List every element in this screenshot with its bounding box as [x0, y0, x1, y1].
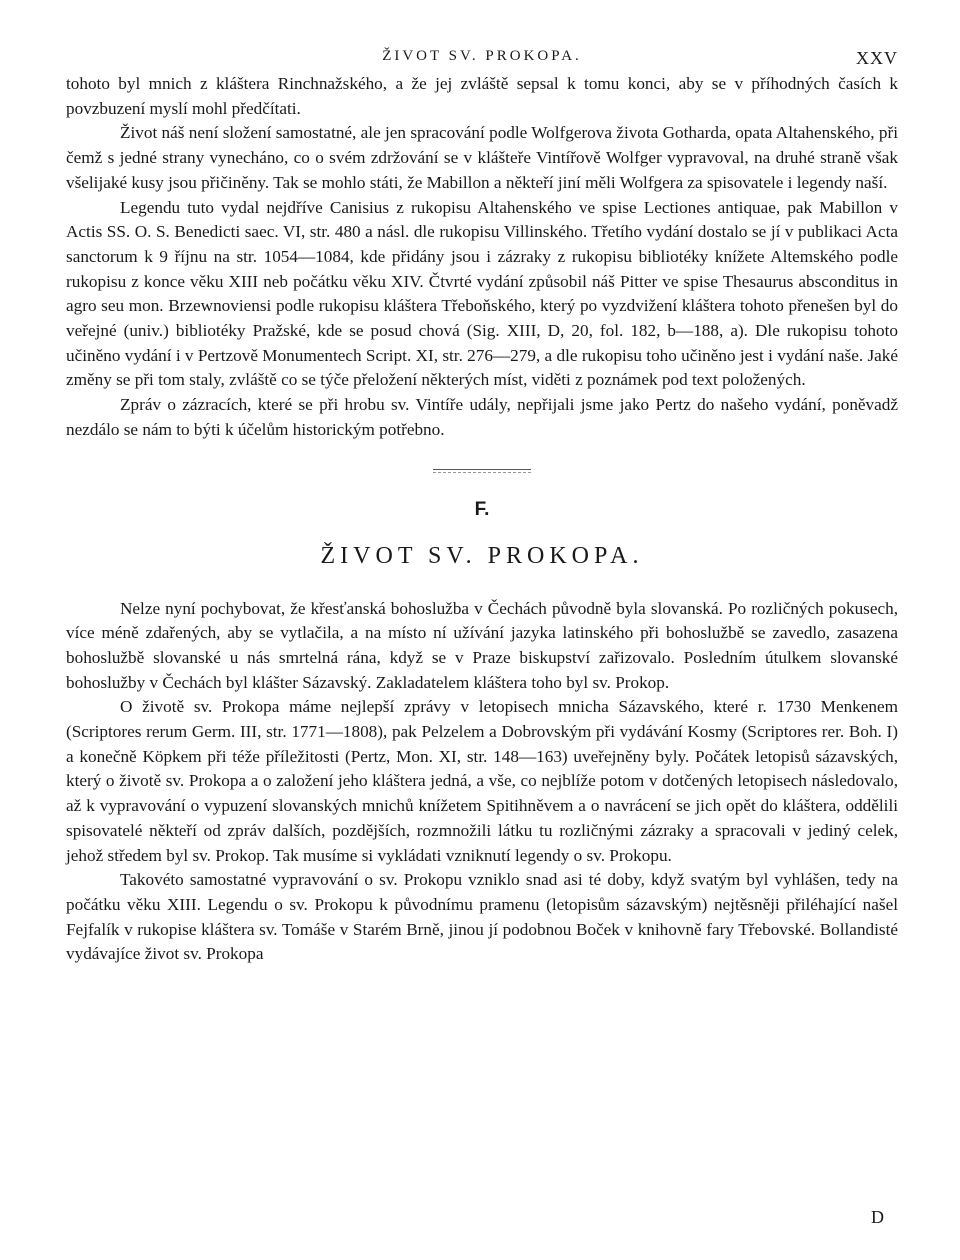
paragraph: Legendu tuto vydal nejdříve Canisius z rukopisu Altahenského ve spise Lectiones antiquae, pak Mabillon v Actis SS. O. S. Benedicti saec. VI, str. 480 a násl. dle rukopisu Villinského. Třetího vydání dostalo se jí v publikaci Acta sanctorum k 9 říjnu na str. 1054—1084, kde přidány jsou i zázraky z rukopisu bibliotéky knížete Altemského podle rukopisu z konce věku XIII neb počátku věku XIV. Čtvrté vydání způsobil náš Pitter ve spise Thesaurus absconditus in agro seu mon. Brzewnoviensi podle rukopisu kláštera Třeboňského, který po vyzdvižení kláštera tohoto přenešen byl do veřejné (univ.) bibliotéky Pražské, kde se posud chová (Sig. XIII, D, 20, fol. 182, b—188, a). Dle rukopisu tohoto učiněno vydání i v Pertzově Monumentech Script. XI, str. 276—279, a dle rukopisu toho učiněno jest i vydání naše. Jaké změny se při tom staly, zvláště co se týče přeložení některých míst, viděti z poznámek pod text položených.	[66, 197, 898, 390]
document-page	[66, 42, 898, 967]
section-title: ŽIVOT SV. PROKOPA.	[320, 542, 644, 569]
running-title: ŽIVOT SV. PROKOPA.	[382, 48, 582, 64]
page-number: XXV	[856, 48, 898, 68]
previous-section-text	[66, 72, 898, 443]
paragraph: Nelze nyní pochybovat, že křesťanská bohoslužba v Čechách původně byla slovanská. Po rozličných pokusech, více méně zdařených, aby se vytlačila, a na místo ní užívání jazyka latinského při bohoslužbě se zavedlo, zasazena bohoslužbě slovanské u nás smrtelná rána, když se v Praze biskupství zařizovalo. Posledním útulkem slovanské bohoslužby v Čechách byl klášter Sázavský. Zakladatelem kláštera toho byl sv. Prokop.	[66, 598, 898, 692]
running-header	[66, 42, 898, 72]
paragraph: Život náš není složení samostatné, ale jen spracování podle Wolfgerova života Gotharda, opata Altahenského, při čemž s jedné strany vynecháno, co o svém zdržování se v klášteře Vintířově Wolfger vypravoval, na druhé straně však všelijaké kusy jsou přičiněny. Tak se mohlo státi, že Mabillon a někteří jiní měli Wolfgera za spisovatele i legendy naší.	[66, 123, 898, 192]
paragraph: Takovéto samostatné vypravování o sv. Prokopu vzniklo snad asi té doby, když svatým byl vyhlášen, tedy na počátku věku XIII. Legendu o sv. Prokopu k původnímu pramenu (letopisům sázavským) nejtěsněji přiléhající našel Fejfalík v rukopise kláštera sv. Tomáše v Starém Brně, jinou jí podobnou Boček v knihovně fary Třebovské. Bollandisté vydávajíce život sv. Prokopa	[66, 870, 898, 964]
section-letter: F.	[474, 498, 490, 520]
paragraph: Zpráv o zázracích, které se při hrobu sv. Vintíře udály, nepřijali jsme jako Pertz do našeho vydání, poněvadž nezdálo se nám to býti k účelům historickým potřebno.	[66, 395, 898, 439]
section-divider	[433, 469, 531, 473]
paragraph: tohoto byl mnich z kláštera Rinchnažského, a že jej zvláště sepsal k tomu konci, aby se v příhodných časích k povzbuzení myslí mohl předčítati.	[66, 74, 898, 118]
paragraph: O životě sv. Prokopa máme nejlepší zprávy v letopisech mnicha Sázavského, které r. 1730 Menkenem (Scriptores rerum Germ. III, str. 1771—1808), pak Pelzelem a Dobrovským při vydávání Kosmy (Scriptores rer. Boh. I) a konečně Köpkem při téže příležitosti (Pertz, Mon. XI, str. 148—163) uveřejněny byly. Počátek letopisů sázavských, který o životě sv. Prokopa a o založení jeho kláštera jedná, a vše, co nejblíže potom v dotčených letopisech následovalo, až k vypravování o vypuzení slovanských mnichů knížetem Spitihněvem a o navrácení se jich opět do kláštera, oddělili spisovatelé někteří od zpráv dalších, pozdějších, rozmnožili látku tu rozličnými zázraky a spracovali v jediný celek, jehož středem byl sv. Prokop. Tak musíme si vykládati vzniknutí legendy o sv. Prokopu.	[66, 697, 898, 865]
signature-mark: D	[871, 1207, 884, 1227]
section-f-text	[66, 597, 898, 968]
